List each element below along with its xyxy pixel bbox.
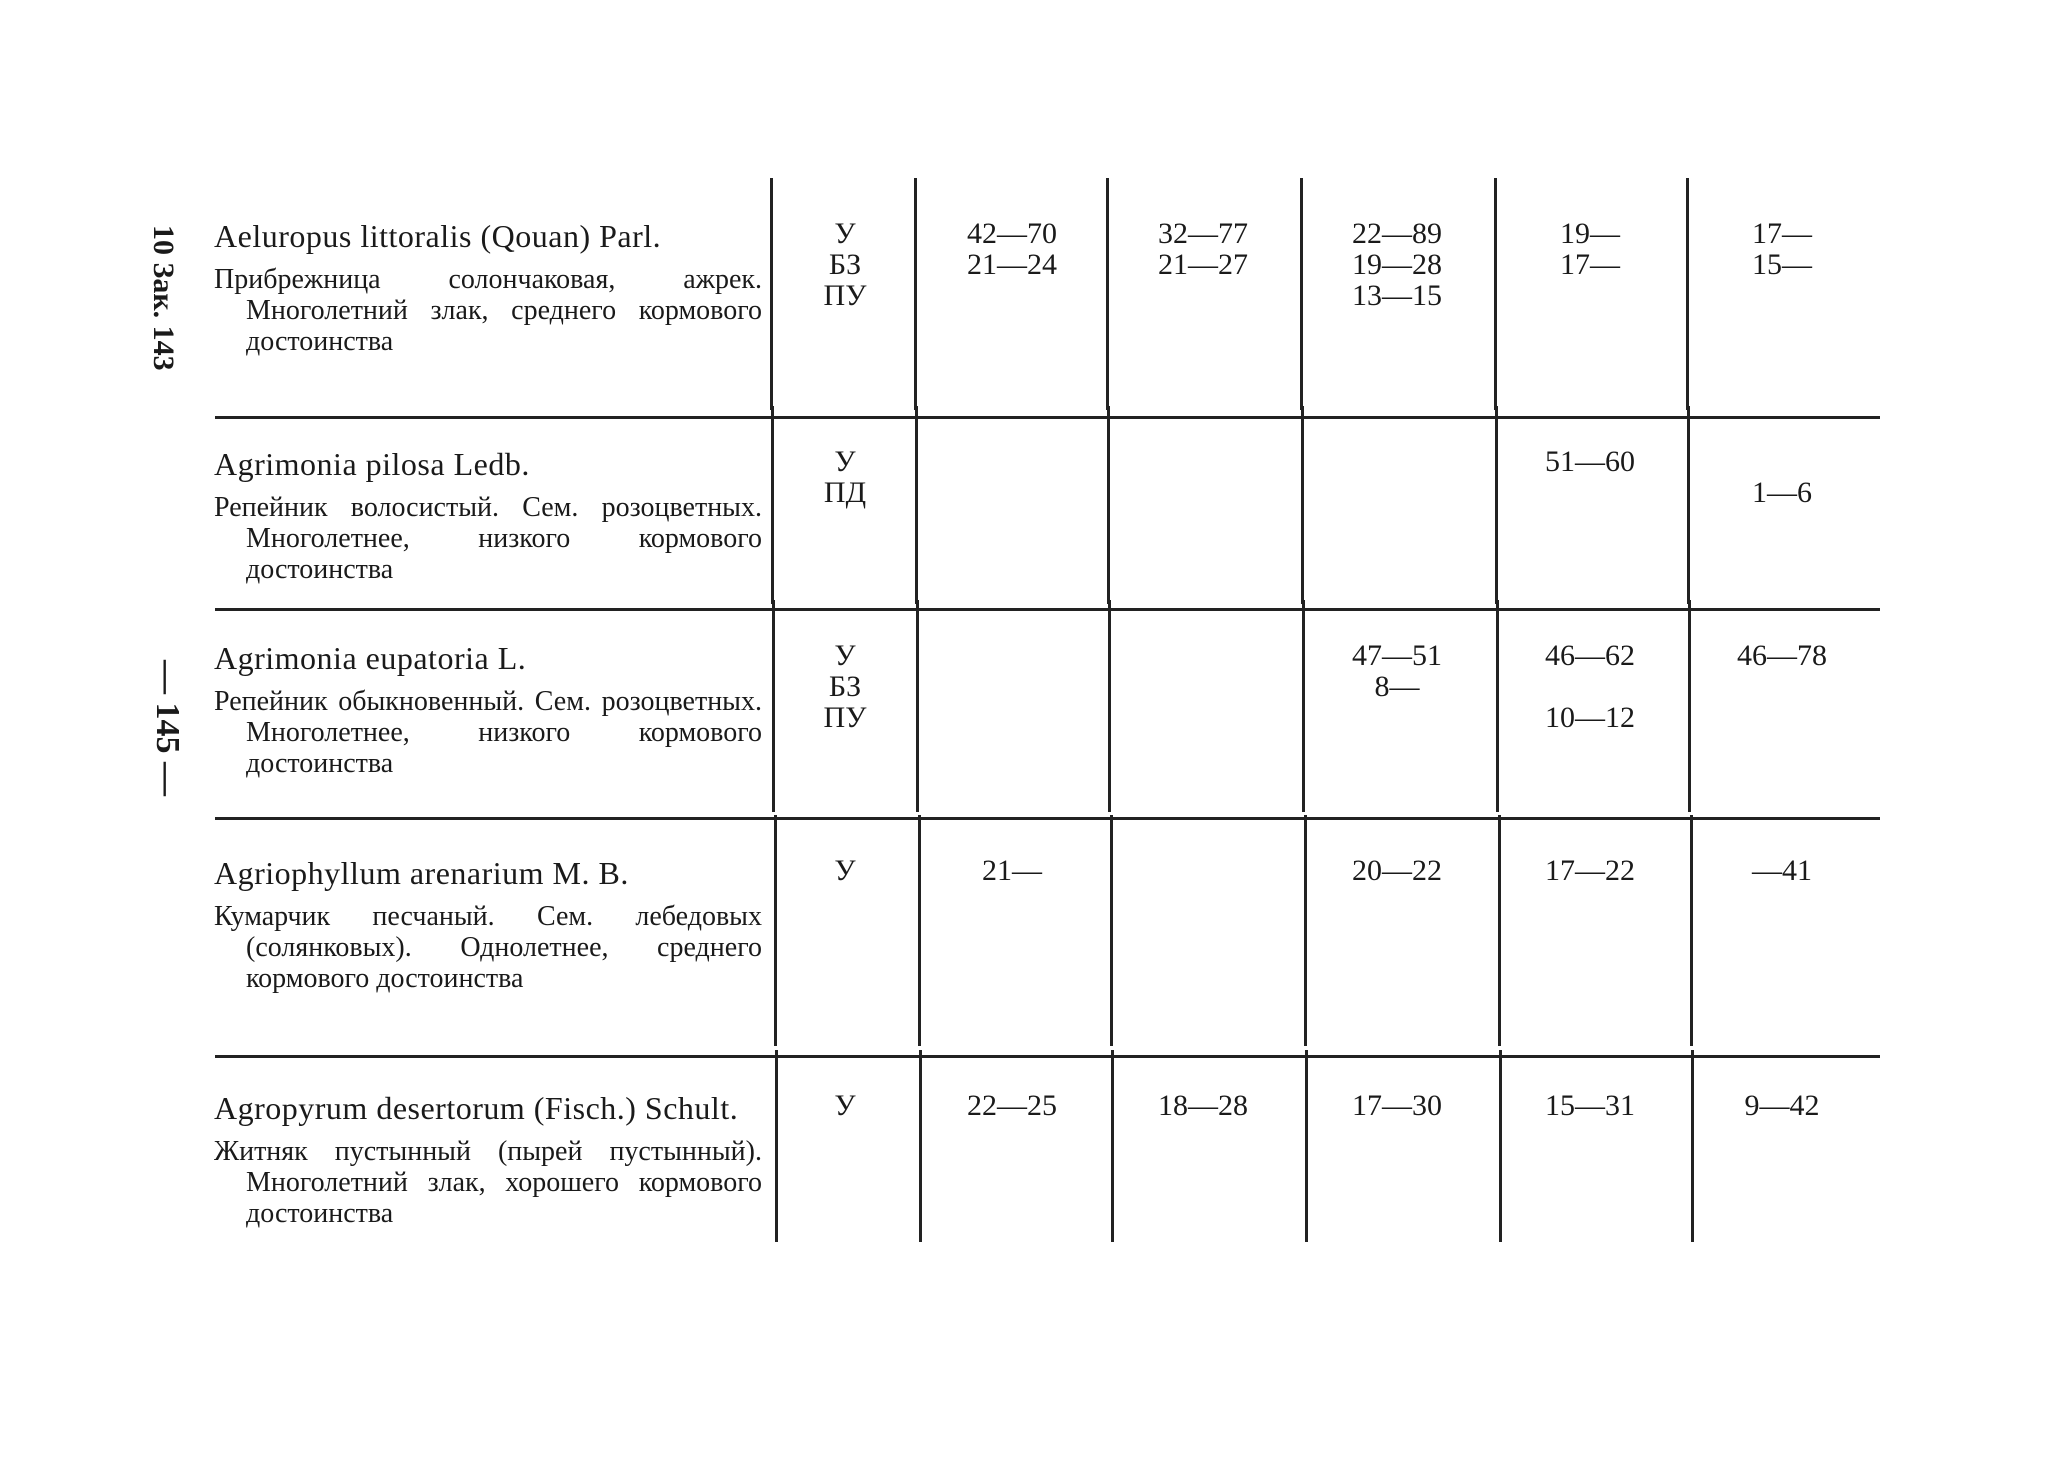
- value-cell: [1692, 446, 1872, 508]
- species-entry: [214, 1090, 762, 1229]
- cell-line: 13—15: [1352, 279, 1442, 312]
- species-description: Житняк пустынный (пырей пустынный). Многолетний злак, хорошего кормового достоинства: [214, 1136, 762, 1229]
- cell-line: ПУ: [823, 279, 867, 312]
- cell-line: У: [834, 445, 856, 478]
- value-cell: [1692, 218, 1872, 280]
- species-description: Репейник волосистый. Сем. розоцветных. Многолетнее, низкого кормового достоинства: [214, 492, 762, 585]
- value-cell: [1307, 218, 1487, 311]
- cell-line: ПД: [823, 476, 867, 509]
- row-separator: [215, 416, 1880, 419]
- column-rule: [1688, 600, 1691, 812]
- value-cell: [922, 1090, 1102, 1121]
- column-rule: [918, 815, 921, 1046]
- cell-line: ПУ: [823, 701, 867, 734]
- value-cell: [1500, 218, 1680, 280]
- value-cell: [1307, 1090, 1487, 1121]
- latin-name: Agriophyllum arenarium M. B.: [214, 855, 629, 891]
- row-separator: [215, 608, 1880, 611]
- column-rule: [1691, 1050, 1694, 1242]
- value-cell: [1692, 855, 1872, 886]
- column-rule: [1496, 600, 1499, 812]
- cell-line: 47—51: [1352, 639, 1442, 672]
- cell-line: [1692, 446, 1872, 477]
- cell-line: У: [834, 854, 856, 887]
- species-description: Репейник обыкновенный. Сем. розоцветных. Многолетнее, низкого кормового достоинства: [214, 686, 762, 779]
- value-cell: [1500, 855, 1680, 886]
- row-separator: [215, 817, 1880, 820]
- cell-line: 10—12: [1545, 701, 1635, 734]
- cell-line: 8—: [1374, 670, 1420, 703]
- cell-line: БЗ: [828, 248, 862, 281]
- column-rule: [1302, 600, 1305, 812]
- cell-line: 17—: [1560, 248, 1620, 281]
- cell-line: 15—: [1752, 248, 1812, 281]
- species-entry: [214, 855, 762, 994]
- value-cell: [755, 218, 935, 311]
- cell-line: 51—60: [1545, 445, 1635, 478]
- page-number: — 145 —: [149, 660, 186, 796]
- cell-line: 9—42: [1744, 1089, 1820, 1122]
- value-cell: [1500, 1090, 1680, 1121]
- column-rule: [1498, 815, 1501, 1046]
- value-cell: [755, 640, 935, 733]
- cell-line: 15—31: [1545, 1089, 1635, 1122]
- cell-line: 32—77: [1158, 217, 1248, 250]
- value-cell: [1307, 855, 1487, 886]
- cell-line: У: [834, 217, 856, 250]
- species-entry: [214, 446, 762, 585]
- value-cell: [922, 855, 1102, 886]
- cell-line: 18—28: [1158, 1089, 1248, 1122]
- value-cell: [1113, 1090, 1293, 1121]
- row-separator: [215, 1055, 1880, 1058]
- species-entry: [214, 218, 762, 357]
- value-cell: [755, 855, 935, 886]
- column-rule: [1110, 815, 1113, 1046]
- column-rule: [1495, 406, 1498, 604]
- species-entry: [214, 640, 762, 779]
- column-rule: [1300, 178, 1303, 410]
- column-rule: [1108, 600, 1111, 812]
- column-rule: [919, 1050, 922, 1242]
- value-cell: [755, 446, 935, 508]
- cell-line: БЗ: [828, 670, 862, 703]
- value-cell: [755, 1090, 935, 1121]
- cell-line: 21—: [982, 854, 1042, 887]
- value-cell: [922, 218, 1102, 280]
- latin-name: Agropyrum desertorum (Fisch.) Schult.: [214, 1090, 739, 1126]
- cell-line: У: [834, 1089, 856, 1122]
- column-rule: [1111, 1050, 1114, 1242]
- species-description: Кумарчик песчаный. Сем. лебедовых (солянковых). Однолетнее, среднего кормового достоинства: [214, 901, 762, 994]
- column-rule: [1499, 1050, 1502, 1242]
- latin-name: Agrimonia pilosa Ledb.: [214, 446, 530, 482]
- species-description: Прибрежница солончаковая, ажрек. Многолетний злак, среднего кормового достоинства: [214, 264, 762, 357]
- cell-line: 17—30: [1352, 1089, 1442, 1122]
- cell-line: 42—70: [967, 217, 1057, 250]
- cell-line: 19—28: [1352, 248, 1442, 281]
- latin-name: Aeluropus littoralis (Qouan) Parl.: [214, 218, 662, 254]
- value-cell: [1307, 640, 1487, 702]
- cell-line: [1500, 671, 1680, 702]
- cell-line: 21—27: [1158, 248, 1248, 281]
- cell-line: 1—6: [1752, 476, 1812, 509]
- latin-name: Agrimonia eupatoria L.: [214, 640, 527, 676]
- cell-line: У: [834, 639, 856, 672]
- column-rule: [1687, 406, 1690, 604]
- cell-line: 17—: [1752, 217, 1812, 250]
- column-rule: [1494, 178, 1497, 410]
- cell-line: —41: [1752, 854, 1812, 887]
- column-rule: [1304, 815, 1307, 1046]
- column-rule: [1690, 815, 1693, 1046]
- cell-line: 22—25: [967, 1089, 1057, 1122]
- value-cell: [1692, 640, 1872, 671]
- value-cell: [1500, 640, 1680, 733]
- cell-line: 20—22: [1352, 854, 1442, 887]
- column-rule: [1686, 178, 1689, 410]
- column-rule: [1106, 178, 1109, 410]
- column-rule: [1301, 406, 1304, 604]
- cell-line: 17—22: [1545, 854, 1635, 887]
- column-rule: [774, 815, 777, 1046]
- cell-line: 46—62: [1545, 639, 1635, 672]
- value-cell: [1113, 218, 1293, 280]
- column-rule: [1107, 406, 1110, 604]
- cell-line: 21—24: [967, 248, 1057, 281]
- value-cell: [1500, 446, 1680, 477]
- column-rule: [1305, 1050, 1308, 1242]
- value-cell: [1692, 1090, 1872, 1121]
- cell-line: 19—: [1560, 217, 1620, 250]
- cell-line: 22—89: [1352, 217, 1442, 250]
- sheet-note: 10 Зак. 143: [147, 225, 180, 371]
- column-rule: [775, 1050, 778, 1242]
- cell-line: 46—78: [1737, 639, 1827, 672]
